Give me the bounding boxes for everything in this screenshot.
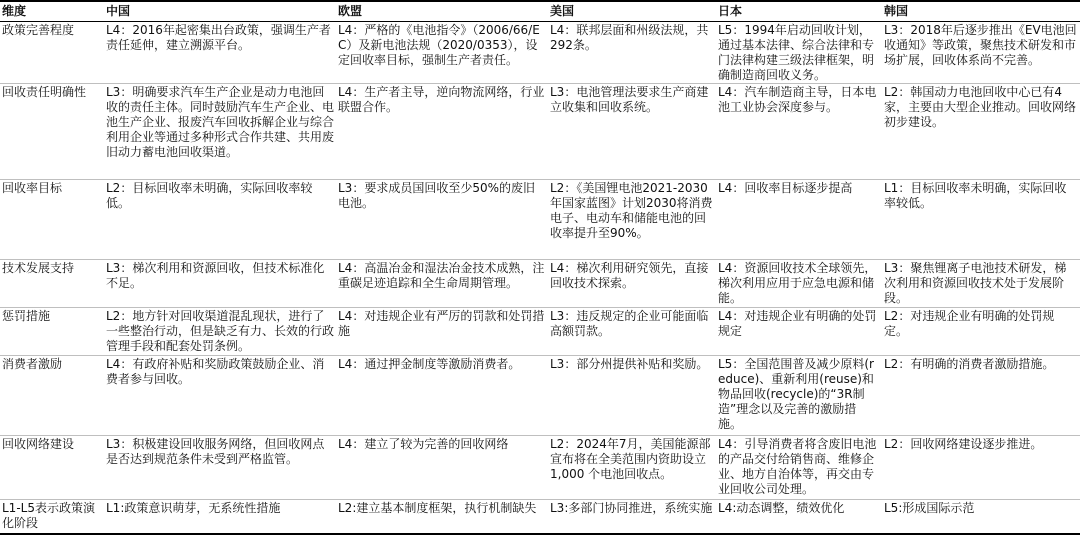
cell-eu: L4：高温冶金和湿法冶金技术成熟，注重碳足迹追踪和全生命周期管理。 xyxy=(336,260,548,308)
header-row xyxy=(0,1,1080,22)
cell-japan: L4：回收率目标逐步提高 xyxy=(716,180,882,260)
cell-eu: L4：对违规企业有严厉的罚款和处罚措施 xyxy=(336,308,548,356)
row-dimension: 政策完善程度 xyxy=(0,22,104,84)
cell-china: L3：梯次利用和资源回收，但技术标准化不足。 xyxy=(104,260,336,308)
cell-japan: L4：资源回收技术全球领先，梯次利用应用于应急电源和储能。 xyxy=(716,260,882,308)
cell-korea: L3：聚焦锂离子电池技术研发，梯次利用和资源回收技术处于发展阶段。 xyxy=(882,260,1080,308)
table-row xyxy=(0,436,1080,500)
cell-eu: L3：要求成员国回收至少50%的废旧电池。 xyxy=(336,180,548,260)
row-dimension: 回收率目标 xyxy=(0,180,104,260)
cell-usa: L2：2024年7月，美国能源部宣布将在全美范围内资助设立 1,000 个电池回收点。 xyxy=(548,436,716,500)
header-china: 中国 xyxy=(104,1,336,22)
header-dimension: 维度 xyxy=(0,1,104,22)
cell-korea: L2：回收网络建设逐步推进。 xyxy=(882,436,1080,500)
legend-level-4: L4:动态调整，绩效优化 xyxy=(716,500,882,534)
cell-usa: L3：电池管理法要求生产商建立收集和回收系统。 xyxy=(548,84,716,180)
header-usa: 美国 xyxy=(548,1,716,22)
row-dimension: 回收网络建设 xyxy=(0,436,104,500)
legend-label: L1-L5表示政策演化阶段 xyxy=(0,500,104,534)
cell-china: L3：积极建设回收服务网络，但回收网点是否达到规范条件未受到严格监管。 xyxy=(104,436,336,500)
cell-japan: L4：引导消费者将含废旧电池的产品交付给销售商、维修企业、地方自治体等，再交由专业回收公司处理。 xyxy=(716,436,882,500)
cell-japan: L5：全国范围普及减少原料(reduce)、重新利用(reuse)和物品回收(recycle)的“3R制造”理念以及完善的激励措施。 xyxy=(716,356,882,436)
cell-japan: L4：汽车制造商主导，日本电池工业协会深度参与。 xyxy=(716,84,882,180)
cell-eu: L4：生产者主导，逆向物流网络，行业联盟合作。 xyxy=(336,84,548,180)
table-row xyxy=(0,84,1080,180)
legend-level-3: L3:多部门协同推进，系统实施 xyxy=(548,500,716,534)
cell-china: L4：2016年起密集出台政策，强调生产者责任延伸，建立溯源平台。 xyxy=(104,22,336,84)
cell-usa: L4：梯次利用研究领先，直接回收技术探索。 xyxy=(548,260,716,308)
table-row xyxy=(0,260,1080,308)
cell-usa: L4：联邦层面和州级法规，共292条。 xyxy=(548,22,716,84)
cell-eu: L4：建立了较为完善的回收网络 xyxy=(336,436,548,500)
cell-japan: L4：对违规企业有明确的处罚规定 xyxy=(716,308,882,356)
row-dimension: 惩罚措施 xyxy=(0,308,104,356)
cell-japan: L5：1994年启动回收计划，通过基本法律、综合法律和专门法律构建三级法律框架，明确制造商回收义务。 xyxy=(716,22,882,84)
cell-china: L3：明确要求汽车生产企业是动力电池回收的责任主体。同时鼓励汽车生产企业、电池生产企业、报废汽车回收拆解企业与综合利用企业等通过多种形式合作共建、共用废旧动力蓄电池回收渠道。 xyxy=(104,84,336,180)
legend-row xyxy=(0,500,1080,534)
header-korea: 韩国 xyxy=(882,1,1080,22)
table-row xyxy=(0,356,1080,436)
row-dimension: 消费者激励 xyxy=(0,356,104,436)
cell-china: L4：有政府补贴和奖励政策鼓励企业、消费者参与回收。 xyxy=(104,356,336,436)
cell-eu: L4：严格的《电池指令》（2006/66/EC）及新电池法规（2020/0353），设定回收率目标，强制生产者责任。 xyxy=(336,22,548,84)
table-row xyxy=(0,22,1080,84)
row-dimension: 技术发展支持 xyxy=(0,260,104,308)
header-eu: 欧盟 xyxy=(336,1,548,22)
table-body xyxy=(0,22,1080,534)
cell-china: L2：目标回收率未明确，实际回收率较低。 xyxy=(104,180,336,260)
table-row xyxy=(0,308,1080,356)
legend-level-2: L2:建立基本制度框架，执行机制缺失 xyxy=(336,500,548,534)
cell-korea: L1：目标回收率未明确，实际回收率较低。 xyxy=(882,180,1080,260)
legend-level-5: L5:形成国际示范 xyxy=(882,500,1080,534)
cell-korea: L2：韩国动力电池回收中心已有4家，主要由大型企业推动。回收网络初步建设。 xyxy=(882,84,1080,180)
cell-korea: L2：对违规企业有明确的处罚规定。 xyxy=(882,308,1080,356)
cell-usa: L3：违反规定的企业可能面临高额罚款。 xyxy=(548,308,716,356)
header-japan: 日本 xyxy=(716,1,882,22)
row-dimension: 回收责任明确性 xyxy=(0,84,104,180)
cell-usa: L3：部分州提供补贴和奖励。 xyxy=(548,356,716,436)
cell-korea: L2：有明确的消费者激励措施。 xyxy=(882,356,1080,436)
table-row xyxy=(0,180,1080,260)
cell-china: L2：地方针对回收渠道混乱现状，进行了一些整治行动，但是缺乏有力、长效的行政管理手段和配套处罚条例。 xyxy=(104,308,336,356)
cell-eu: L4：通过押金制度等激励消费者。 xyxy=(336,356,548,436)
cell-korea: L3：2018年后逐步推出《EV电池回收通知》等政策，聚焦技术研发和市场扩展，回收体系尚不完善。 xyxy=(882,22,1080,84)
legend-level-1: L1:政策意识萌芽，无系统性措施 xyxy=(104,500,336,534)
cell-usa: L2：《美国锂电池2021-2030年国家蓝图》计划2030将消费电子、电动车和储能电池的回收率提升至90%。 xyxy=(548,180,716,260)
table-header xyxy=(0,1,1080,22)
